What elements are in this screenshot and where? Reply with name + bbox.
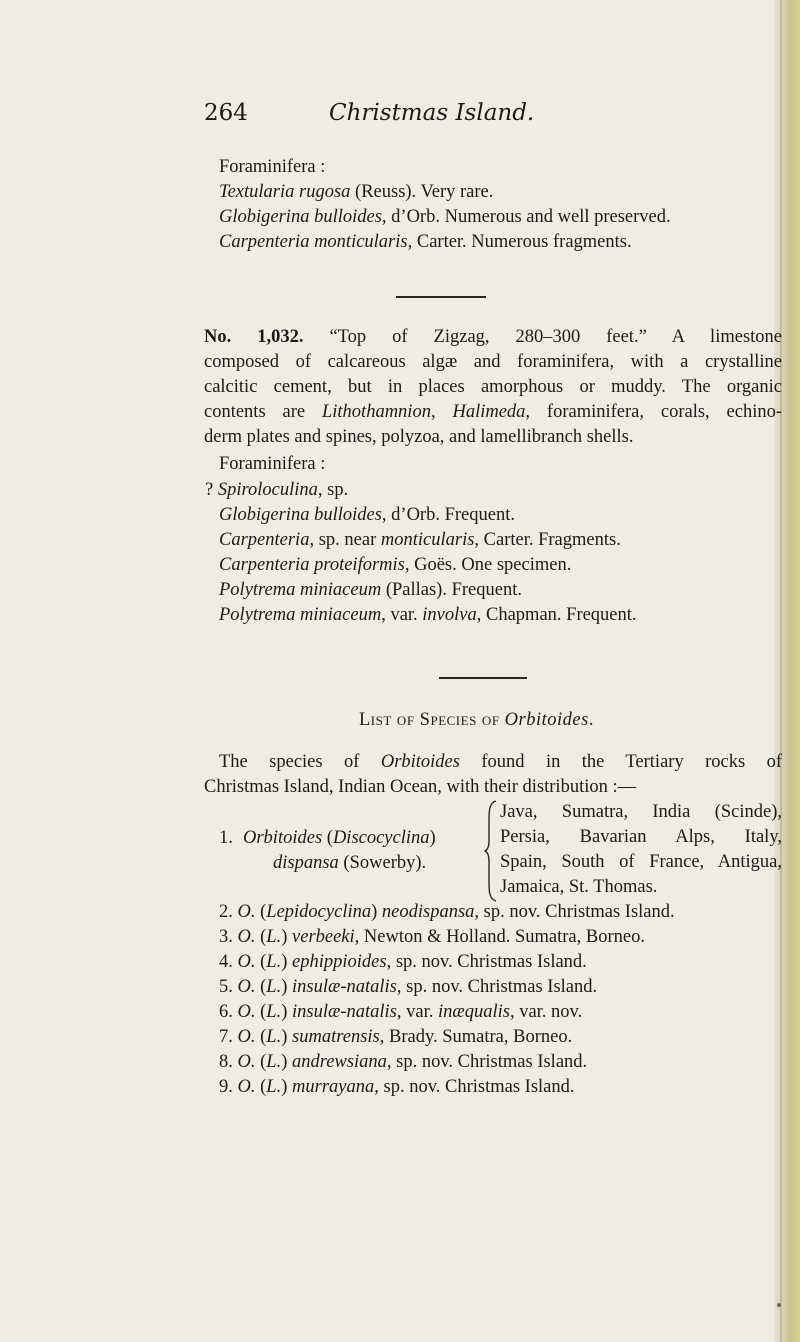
section-heading: Foraminifera : — [219, 454, 326, 474]
species-note: , var. nov. — [509, 1002, 583, 1022]
species-name: insulæ-natalis — [292, 977, 397, 997]
genus-name: Lithothamnion — [321, 402, 431, 422]
list-item: 2. O. (Lepidocyclina) neodispansa, sp. nov. Christmas Island. — [219, 902, 675, 922]
species-name: monticularis — [380, 530, 475, 550]
genus-abbrev: O. — [237, 927, 256, 947]
species-entry — [219, 230, 632, 254]
sample-line — [204, 400, 782, 424]
species-name: verbeeki — [292, 927, 355, 947]
genus-abbrev: O. — [237, 1052, 256, 1072]
query-mark: ? — [205, 480, 218, 500]
species-note: , sp. near — [309, 530, 381, 550]
species-note: , sp. nov. Christmas Island. — [374, 1077, 575, 1097]
list-item-number: 7. — [219, 1027, 233, 1047]
sample-text: “Top of Zigzag, 280–300 feet.” A limestone — [329, 327, 782, 347]
subgenus-name: L. — [266, 927, 282, 947]
subgenus-name: L. — [266, 1052, 282, 1072]
species-note: , Brady. Sumatra, Borneo. — [379, 1027, 573, 1047]
species-name: Carpenteria proteiformis — [219, 555, 405, 575]
list-item-number: 5. — [219, 977, 233, 997]
species-note: , Carter. Numerous fragments. — [407, 232, 632, 252]
subgenus-name: L. — [266, 1002, 282, 1022]
list-item: 7. O. (L.) sumatrensis, Brady. Sumatra, Borneo. — [219, 1027, 573, 1047]
species-entry — [219, 205, 671, 229]
distribution-line: Spain, South of France, Antigua, — [500, 852, 782, 872]
genus-abbrev: O. — [237, 902, 256, 922]
subgenus-name: L. — [266, 952, 282, 972]
species-entry — [219, 503, 515, 527]
subgenus-name: L. — [266, 1027, 282, 1047]
species-name: murrayana — [292, 1077, 375, 1097]
distribution-line: Java, Sumatra, India (Scinde), — [500, 802, 782, 822]
list-item-number: 2. — [219, 902, 233, 922]
subgenus-name: Lepidocyclina — [266, 902, 372, 922]
intro-line — [219, 750, 782, 774]
brace-icon — [484, 799, 498, 903]
list-item-name — [273, 851, 426, 875]
list-item-number: 6. — [219, 1002, 233, 1022]
subgenus-name: L. — [266, 1077, 282, 1097]
species-note: , sp. nov. Christmas Island. — [474, 902, 675, 922]
species-note: , sp. nov. Christmas Island. — [386, 1052, 588, 1072]
intro-text: found in the Tertiary rocks of — [459, 752, 782, 772]
species-note: , Newton & Holland. Sumatra, Borneo. — [354, 927, 645, 947]
species-name: Globigerina bulloides — [219, 505, 382, 525]
list-item: 9. O. (L.) murrayana, sp. nov. Christmas Island. — [219, 1077, 575, 1097]
list-item: 3. O. (L.) verbeeki, Newton & Holland. Sumatra, Borneo. — [219, 927, 645, 947]
genus-abbrev: O. — [237, 952, 256, 972]
species-entry — [219, 180, 493, 204]
species-note: , sp. nov. Christmas Island. — [386, 952, 587, 972]
list-item: 5. O. (L.) insulæ-natalis, sp. nov. Christmas Island. — [219, 977, 598, 997]
genus-abbrev: O. — [237, 1077, 256, 1097]
species-name: Carpenteria monticularis — [219, 232, 408, 252]
species-entry — [205, 478, 348, 502]
species-note: (Reuss). Very rare. — [350, 182, 494, 202]
running-title: Christmas Island. — [329, 100, 535, 126]
species-name: ephippioides — [292, 952, 387, 972]
species-note: , Goës. One specimen. — [404, 555, 572, 575]
section-divider — [439, 677, 527, 679]
species-name: neodispansa — [381, 902, 475, 922]
species-entry — [219, 603, 637, 627]
sample-line: calcitic cement, but in places amorphous or muddy. The organic — [204, 377, 782, 397]
variety-name: inæqualis — [437, 1002, 510, 1022]
list-item: 8. O. (L.) andrewsiana, sp. nov. Christmas Island. — [219, 1052, 588, 1072]
genus-name: Halimeda — [452, 402, 526, 422]
list-item-number: 4. — [219, 952, 233, 972]
species-note: , d’Orb. Frequent. — [381, 505, 515, 525]
intro-line: Christmas Island, Indian Ocean, with their distribution :— — [204, 777, 637, 797]
genus-name: Orbitoides — [504, 710, 589, 730]
species-name: Polytrema miniaceum — [219, 605, 382, 625]
distribution-line: Persia, Bavarian Alps, Italy, — [500, 827, 782, 847]
species-name: andrewsiana — [292, 1052, 387, 1072]
list-title — [359, 708, 594, 732]
species-name: Globigerina bulloides — [219, 207, 382, 227]
species-name: Textularia rugosa — [219, 182, 351, 202]
genus-abbrev: O. — [237, 1027, 256, 1047]
page-number: 264 — [204, 100, 248, 126]
species-name: Spiroloculina — [217, 480, 318, 500]
species-name: Carpenteria — [219, 530, 310, 550]
species-note: , Carter. Fragments. — [474, 530, 621, 550]
species-note: , var. — [381, 605, 423, 625]
subgenus-name: Discocyclina — [332, 828, 430, 848]
species-entry — [219, 528, 621, 552]
species-entry — [219, 578, 522, 602]
genus-abbrev: O. — [237, 1002, 256, 1022]
species-note: , var. — [396, 1002, 438, 1022]
author: (Sowerby). — [338, 853, 427, 873]
sample-line — [204, 325, 782, 349]
species-name: dispansa — [273, 853, 339, 873]
sample-line: derm plates and spines, polyzoa, and lamellibranch shells. — [204, 427, 634, 447]
punctuation: ) — [429, 828, 436, 848]
list-title-text: . — [588, 710, 594, 730]
species-name: sumatrensis — [292, 1027, 380, 1047]
intro-text: The species of — [219, 752, 381, 772]
ink-speck — [777, 1303, 781, 1307]
sample-text: , — [430, 402, 453, 422]
sample-number: No. 1,032. — [204, 327, 304, 347]
list-title-text: List of Species of — [359, 710, 505, 730]
species-note: , Chapman. Frequent. — [476, 605, 637, 625]
subgenus-name: L. — [266, 977, 282, 997]
genus-name: Orbitoides — [380, 752, 460, 772]
list-item-name — [243, 826, 436, 850]
species-note: , d’Orb. Numerous and well preserved. — [381, 207, 671, 227]
species-entry — [219, 553, 571, 577]
species-note: , sp. — [317, 480, 349, 500]
list-item-number: 1. — [219, 828, 233, 848]
sample-line: composed of calcareous algæ and foraminifera, with a crystalline — [204, 352, 782, 372]
punctuation: ( — [322, 828, 333, 848]
list-item: 6. O. (L.) insulæ-natalis, var. inæqualis, var. nov. — [219, 1002, 583, 1022]
section-divider — [396, 296, 486, 298]
list-item-number: 8. — [219, 1052, 233, 1072]
genus-abbrev: O. — [237, 977, 256, 997]
sample-text: , foraminifera, corals, echino- — [525, 402, 782, 422]
species-note: (Pallas). Frequent. — [381, 580, 522, 600]
genus-name: Orbitoides — [243, 828, 323, 848]
species-name: insulæ-natalis — [292, 1002, 397, 1022]
list-item-number: 9. — [219, 1077, 233, 1097]
species-name: Polytrema miniaceum — [219, 580, 382, 600]
species-note: , sp. nov. Christmas Island. — [396, 977, 598, 997]
list-item: 4. O. (L.) ephippioides, sp. nov. Christmas Island. — [219, 952, 587, 972]
list-item-number: 3. — [219, 927, 233, 947]
distribution-line: Jamaica, St. Thomas. — [500, 877, 658, 897]
sample-text: contents are — [204, 402, 322, 422]
section-heading: Foraminifera : — [219, 157, 326, 177]
variety-name: involva — [422, 605, 477, 625]
